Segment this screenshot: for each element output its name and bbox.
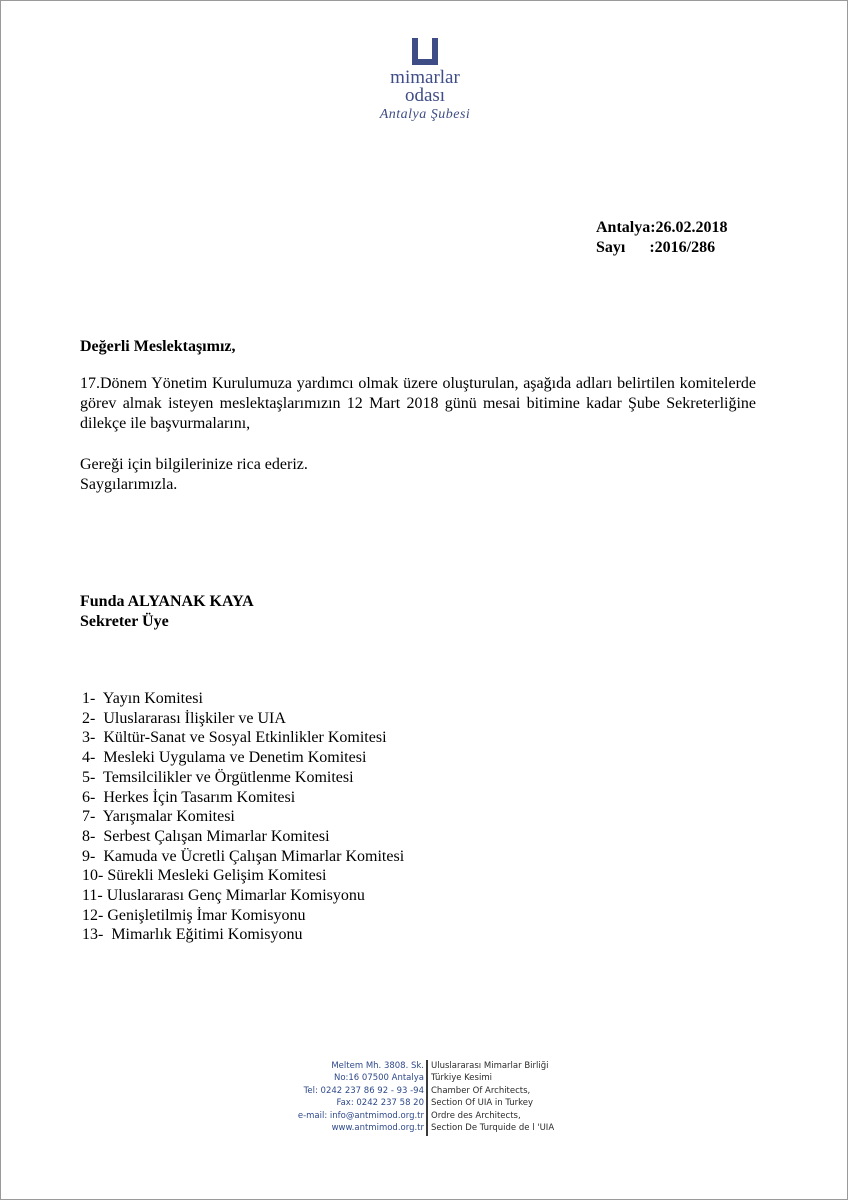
logo-text-line1: mimarlar xyxy=(390,67,460,88)
letter-body: 17.Dönem Yönetim Kurulumuza yardımcı olmak üzere oluşturulan, aşağıda adları belirtilen komitelerde görev almak isteyen meslektaşlarımızın 12 Mart 2018 günü mesai bitimine kadar Şube Sekreterliğine dilekçe ile başvurmalarını, xyxy=(80,375,756,432)
footer-address-line: Meltem Mh. 3808. Sk. xyxy=(331,1061,424,1071)
logo-branch-name: Antalya Şubesi xyxy=(379,107,471,122)
reference-number-line: Sayı :2016/286 xyxy=(596,239,716,256)
closing-line-1: Gereği için bilgilerinize rica ederiz. xyxy=(80,456,308,473)
list-item: 5- Temsilcilikler ve Örgütlenme Komitesi xyxy=(82,768,354,786)
footer-contact-info xyxy=(294,1060,424,1134)
logo-text-line2: odası xyxy=(404,85,446,106)
list-item: 10- Sürekli Mesleki Gelişim Komitesi xyxy=(82,867,327,885)
footer-phone: Tel: 0242 237 86 92 - 93 -94 xyxy=(303,1085,424,1096)
list-item: 4- Mesleki Uygulama ve Denetim Komitesi xyxy=(82,749,367,767)
footer-email: e-mail: info@antmimod.org.tr xyxy=(297,1110,424,1121)
footer-website: www.antmimod.org.tr xyxy=(331,1123,424,1134)
footer-org-line: Ordre des Architects, xyxy=(431,1110,521,1121)
committee-list xyxy=(82,689,404,945)
footer-organization-info xyxy=(431,1060,601,1134)
list-item: 13- Mimarlık Eğitimi Komisyonu xyxy=(82,926,303,944)
footer-address-line: No:16 07500 Antalya xyxy=(333,1073,424,1084)
footer-org-line: Section De Turquide de l 'UIA xyxy=(431,1123,555,1134)
list-item: 1- Yayın Komitesi xyxy=(82,690,203,707)
list-item: 11- Uluslararası Genç Mimarlar Komisyonu xyxy=(82,887,365,905)
date-line: Antalya:26.02.2018 xyxy=(596,219,728,236)
signatory-name: Funda ALYANAK KAYA xyxy=(80,593,254,610)
list-item: 6- Herkes İçin Tasarım Komitesi xyxy=(82,788,296,806)
signatory-title: Sekreter Üye xyxy=(80,613,169,630)
footer-divider xyxy=(426,1060,428,1136)
list-item: 9- Kamuda ve Ücretli Çalışan Mimarlar Komitesi xyxy=(82,847,405,865)
signature-block xyxy=(80,592,254,632)
date-reference-block xyxy=(596,218,728,258)
list-item: 8- Serbest Çalışan Mimarlar Komitesi xyxy=(82,827,330,845)
list-item: 2- Uluslararası İlişkiler ve UIA xyxy=(82,709,286,727)
list-item: 7- Yarışmalar Komitesi xyxy=(82,808,235,826)
salutation: Değerli Meslektaşımız, xyxy=(80,338,236,355)
footer-org-line: Section Of UIA in Turkey xyxy=(431,1098,534,1109)
logo-mark-icon xyxy=(410,36,440,66)
closing-line-2: Saygılarımızla. xyxy=(80,476,178,493)
list-item: 3- Kültür-Sanat ve Sosyal Etkinlikler Komitesi xyxy=(82,729,387,747)
footer-org-line: Chamber Of Architects, xyxy=(431,1085,531,1096)
footer-org-line: Uluslararası Mimarlar Birliği xyxy=(431,1061,549,1071)
footer-fax: Fax: 0242 237 58 20 xyxy=(336,1098,424,1109)
chamber-logo xyxy=(360,36,490,123)
footer-org-line: Türkiye Kesimi xyxy=(431,1073,492,1084)
closing-block xyxy=(80,455,308,495)
list-item: 12- Genişletilmiş İmar Komisyonu xyxy=(82,906,306,924)
